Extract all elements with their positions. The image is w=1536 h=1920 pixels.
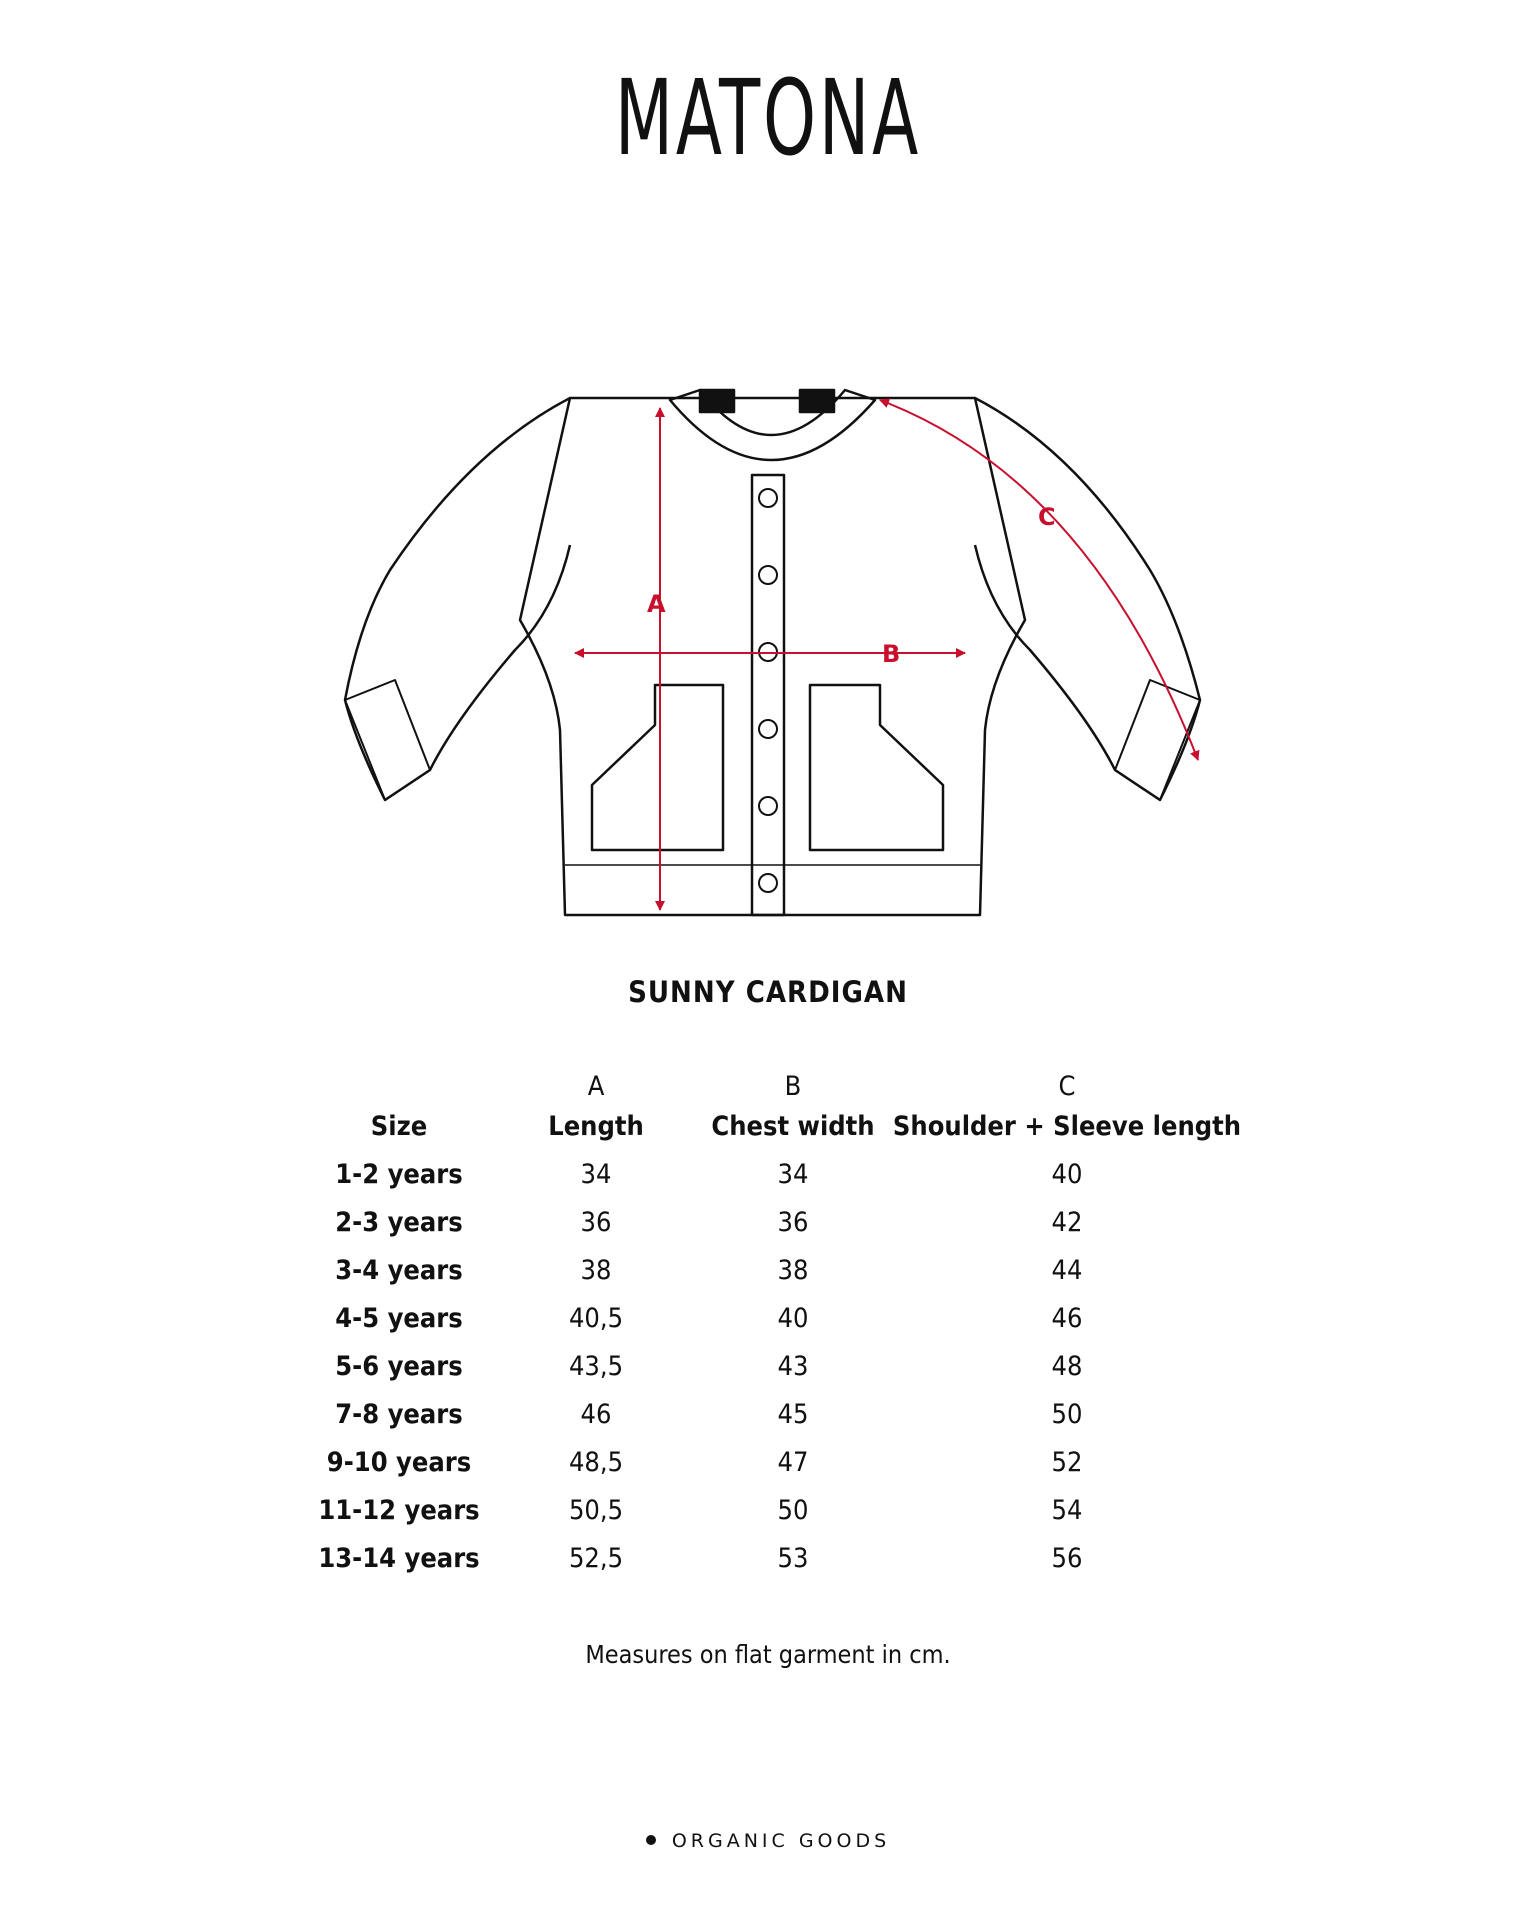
cardigan-left-sleeve bbox=[345, 398, 570, 800]
chest-width-cell: 38 bbox=[777, 1255, 809, 1286]
length-cell: 46 bbox=[580, 1399, 612, 1430]
size-cell: 5-6 years bbox=[335, 1351, 463, 1382]
table-header-row bbox=[0, 1107, 1536, 1147]
chest-width-cell: 50 bbox=[777, 1495, 809, 1526]
column-header-chest-width: Chest width bbox=[711, 1111, 875, 1142]
table-letter-row bbox=[0, 1067, 1536, 1107]
length-cell: 52,5 bbox=[568, 1543, 624, 1574]
shoulder-sleeve-cell: 56 bbox=[1051, 1543, 1083, 1574]
table-row bbox=[0, 1251, 1536, 1291]
shoulder-sleeve-cell: 42 bbox=[1051, 1207, 1083, 1238]
measure-line-c bbox=[880, 400, 1198, 760]
length-cell: 34 bbox=[580, 1159, 612, 1190]
chest-width-cell: 43 bbox=[777, 1351, 809, 1382]
column-header-length: Length bbox=[548, 1111, 644, 1142]
chest-width-cell: 34 bbox=[777, 1159, 809, 1190]
cardigan-button bbox=[759, 797, 777, 815]
product-title: SUNNY CARDIGAN bbox=[628, 975, 908, 1009]
column-letter-c: C bbox=[1058, 1071, 1076, 1102]
table-row bbox=[0, 1299, 1536, 1339]
table-row bbox=[0, 1443, 1536, 1483]
chest-width-cell: 47 bbox=[777, 1447, 809, 1478]
footer-tagline bbox=[0, 1830, 1536, 1852]
column-header-size: Size bbox=[370, 1111, 428, 1142]
measure-label-c: C bbox=[1038, 503, 1056, 531]
column-letter-a: A bbox=[587, 1071, 605, 1102]
table-row bbox=[0, 1395, 1536, 1435]
column-letter-b: B bbox=[784, 1071, 802, 1102]
chest-width-cell: 53 bbox=[777, 1543, 809, 1574]
length-cell: 40,5 bbox=[568, 1303, 624, 1334]
shoulder-sleeve-cell: 40 bbox=[1051, 1159, 1083, 1190]
size-cell: 11-12 years bbox=[318, 1495, 480, 1526]
brand-logo: MATONA bbox=[614, 57, 922, 179]
size-cell: 2-3 years bbox=[335, 1207, 463, 1238]
table-row bbox=[0, 1347, 1536, 1387]
size-cell: 7-8 years bbox=[335, 1399, 463, 1430]
shoulder-sleeve-cell: 46 bbox=[1051, 1303, 1083, 1334]
cardigan-button bbox=[759, 566, 777, 584]
cardigan-button bbox=[759, 720, 777, 738]
measure-label-b: B bbox=[882, 640, 901, 668]
cardigan-button bbox=[759, 874, 777, 892]
size-cell: 13-14 years bbox=[318, 1543, 480, 1574]
length-cell: 38 bbox=[580, 1255, 612, 1286]
column-header-shoulder-sleeve: Shoulder + Sleeve length bbox=[892, 1111, 1242, 1142]
cardigan-button bbox=[759, 489, 777, 507]
cardigan-label-left bbox=[700, 390, 734, 412]
shoulder-sleeve-cell: 52 bbox=[1051, 1447, 1083, 1478]
cardigan-right-pocket bbox=[810, 685, 943, 850]
table-row bbox=[0, 1539, 1536, 1579]
length-cell: 36 bbox=[580, 1207, 612, 1238]
size-cell: 9-10 years bbox=[326, 1447, 472, 1478]
bullet-dot-icon bbox=[646, 1835, 656, 1845]
shoulder-sleeve-cell: 48 bbox=[1051, 1351, 1083, 1382]
table-row bbox=[0, 1203, 1536, 1243]
measure-label-a: A bbox=[647, 590, 666, 618]
length-cell: 50,5 bbox=[568, 1495, 624, 1526]
table-row bbox=[0, 1155, 1536, 1195]
length-cell: 43,5 bbox=[568, 1351, 624, 1382]
chest-width-cell: 40 bbox=[777, 1303, 809, 1334]
size-cell: 4-5 years bbox=[335, 1303, 463, 1334]
cardigan-placket bbox=[752, 475, 784, 915]
length-cell: 48,5 bbox=[568, 1447, 624, 1478]
table-row bbox=[0, 1491, 1536, 1531]
footer-tagline-text: ORGANIC GOODS bbox=[671, 1830, 891, 1852]
size-cell: 3-4 years bbox=[335, 1255, 463, 1286]
chest-width-cell: 45 bbox=[777, 1399, 809, 1430]
cardigan-left-pocket bbox=[592, 685, 723, 850]
shoulder-sleeve-cell: 54 bbox=[1051, 1495, 1083, 1526]
shoulder-sleeve-cell: 44 bbox=[1051, 1255, 1083, 1286]
measurement-note: Measures on flat garment in cm. bbox=[585, 1640, 951, 1669]
size-cell: 1-2 years bbox=[335, 1159, 463, 1190]
shoulder-sleeve-cell: 50 bbox=[1051, 1399, 1083, 1430]
cardigan-label-right bbox=[800, 390, 834, 412]
cardigan-illustration bbox=[330, 380, 1210, 940]
chest-width-cell: 36 bbox=[777, 1207, 809, 1238]
cardigan-right-sleeve bbox=[975, 398, 1200, 800]
